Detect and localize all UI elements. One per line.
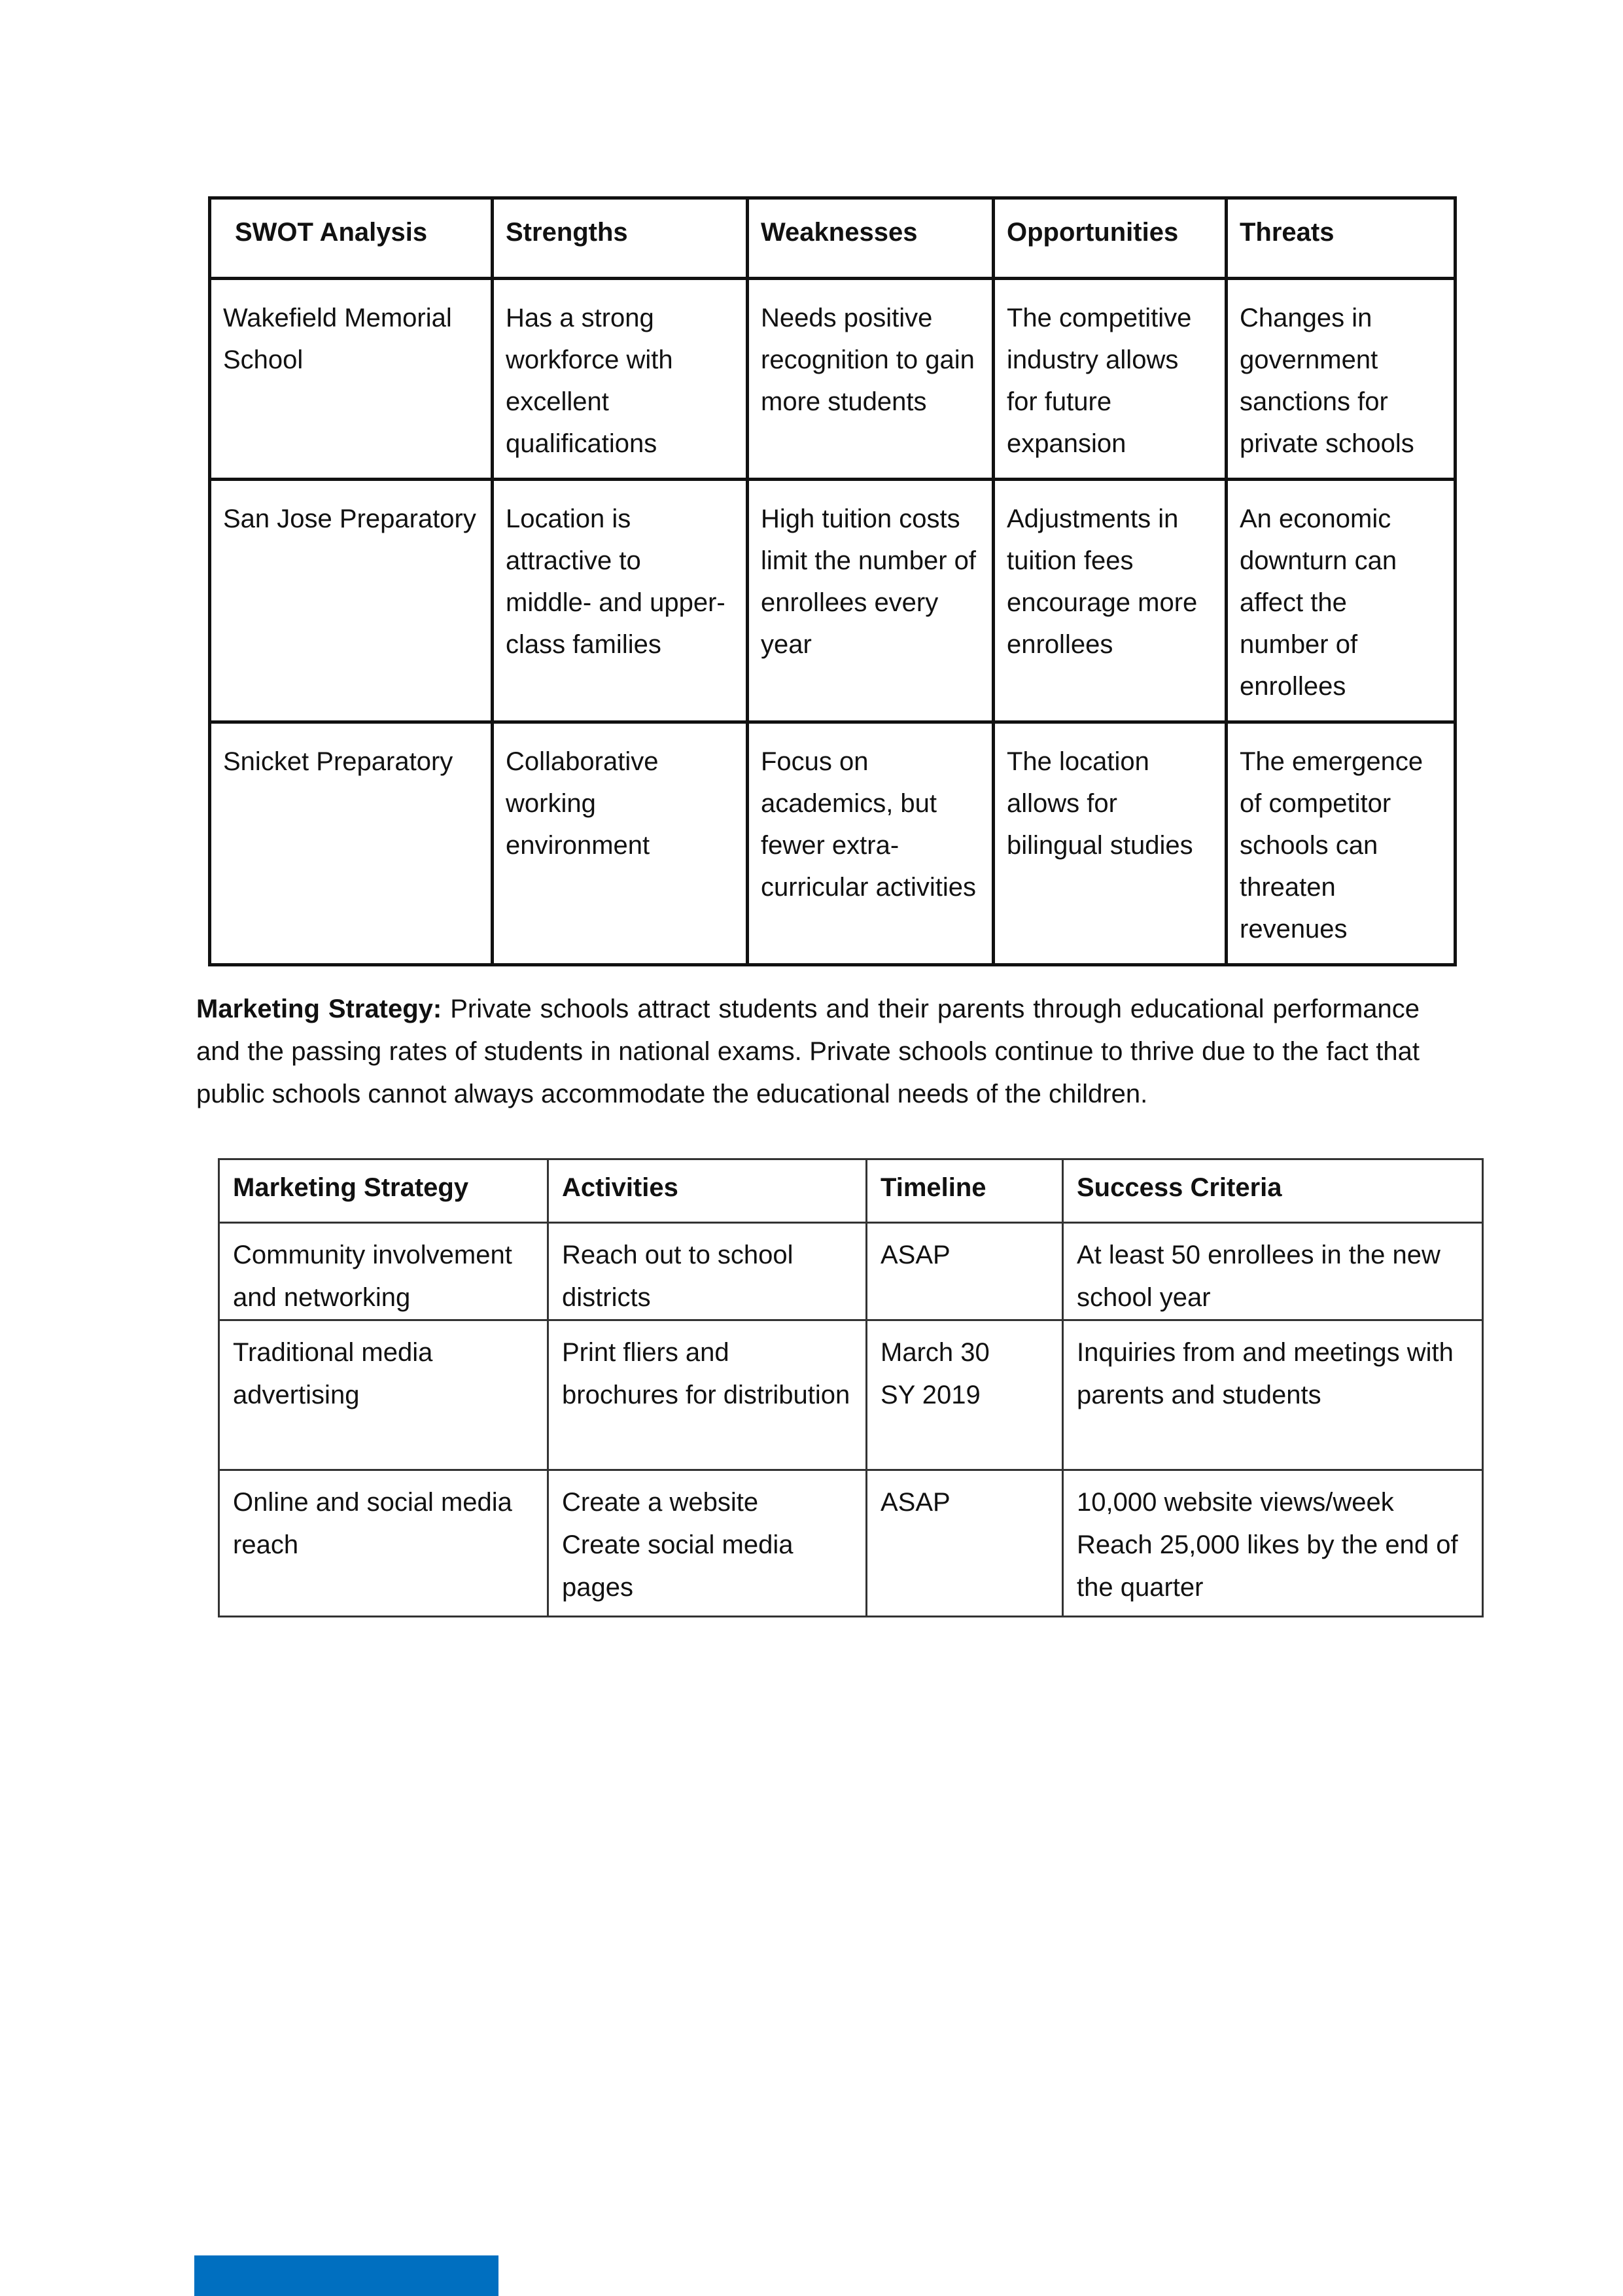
swot-header-strengths: Strengths [493,198,748,279]
activities-cell [548,1470,867,1617]
strategy-cell: Traditional media advertising [219,1320,548,1470]
marketing-strategy-table [218,1158,1484,1617]
timeline-item: ASAP [881,1241,951,1269]
table-row [210,279,1456,480]
weaknesses-cell: High tuition costs limit the number of enrollees every year [748,480,994,722]
strengths-cell: Collaborative working environment [493,722,748,965]
timeline-item: ASAP [881,1488,951,1517]
opportunities-cell: The location allows for bilingual studies [994,722,1227,965]
activity-item: Create a website [562,1488,759,1517]
opportunities-cell: Adjustments in tuition fees encourage more enrollees [994,480,1227,722]
timeline-item: SY 2019 [881,1381,981,1409]
timeline-cell [867,1320,1063,1470]
success-item: Inquiries from and meetings with parents and students [1077,1338,1454,1409]
school-name: San Jose Preparatory [210,480,493,722]
opportunities-cell: The competitive industry allows for future expansion [994,279,1227,480]
threats-cell: Changes in government sanctions for private schools [1227,279,1456,480]
strategy-cell: Community involvement and networking [219,1223,548,1320]
school-name: Snicket Preparatory [210,722,493,965]
marketing-strategy-label: Marketing Strategy: [196,995,442,1023]
table-row [219,1320,1483,1470]
success-item: Reach 25,000 likes by the end of the quarter [1077,1530,1458,1602]
marketing-strategy-text: Private schools attract students and their parents through educational performance and the passing rates of students in national exams. Private schools continue to thrive due to the fact that public schools cannot always accommodate the educational needs of the children. [196,995,1420,1108]
threats-cell: An economic downturn can affect the number of enrollees [1227,480,1456,722]
weaknesses-cell: Needs positive recognition to gain more students [748,279,994,480]
activity-item: Reach out to school districts [562,1241,794,1312]
header-marketing-strategy: Marketing Strategy [219,1159,548,1223]
footer-accent-bar [194,2255,498,2296]
header-success-criteria: Success Criteria [1063,1159,1483,1223]
weaknesses-cell: Focus on academics, but fewer extra-curricular activities [748,722,994,965]
header-timeline: Timeline [867,1159,1063,1223]
strengths-cell: Has a strong workforce with excellent qualifications [493,279,748,480]
swot-header-opportunities: Opportunities [994,198,1227,279]
swot-analysis-table [208,196,1457,966]
strategy-cell: Online and social media reach [219,1470,548,1617]
threats-cell: The emergence of competitor schools can threaten revenues [1227,722,1456,965]
strengths-cell: Location is attractive to middle- and upper-class families [493,480,748,722]
table-row [210,722,1456,965]
success-cell [1063,1320,1483,1470]
school-name: Wakefield Memorial School [210,279,493,480]
table-row [219,1223,1483,1320]
success-item: 10,000 website views/week [1077,1488,1394,1517]
swot-header-analysis: SWOT Analysis [210,198,493,279]
activity-item: Create social media pages [562,1530,794,1602]
activities-cell [548,1320,867,1470]
success-item: At least 50 enrollees in the new school year [1077,1241,1440,1312]
activities-cell [548,1223,867,1320]
timeline-cell [867,1470,1063,1617]
header-activities: Activities [548,1159,867,1223]
success-cell [1063,1470,1483,1617]
swot-header-threats: Threats [1227,198,1456,279]
activity-item: Print fliers and brochures for distribution [562,1338,850,1409]
swot-header-weaknesses: Weaknesses [748,198,994,279]
table-row [210,480,1456,722]
timeline-item: March 30 [881,1338,990,1367]
success-cell [1063,1223,1483,1320]
marketing-strategy-paragraph [196,988,1420,1116]
timeline-cell [867,1223,1063,1320]
swot-header-row [210,198,1456,279]
marketing-header-row [219,1159,1483,1223]
table-row [219,1470,1483,1617]
